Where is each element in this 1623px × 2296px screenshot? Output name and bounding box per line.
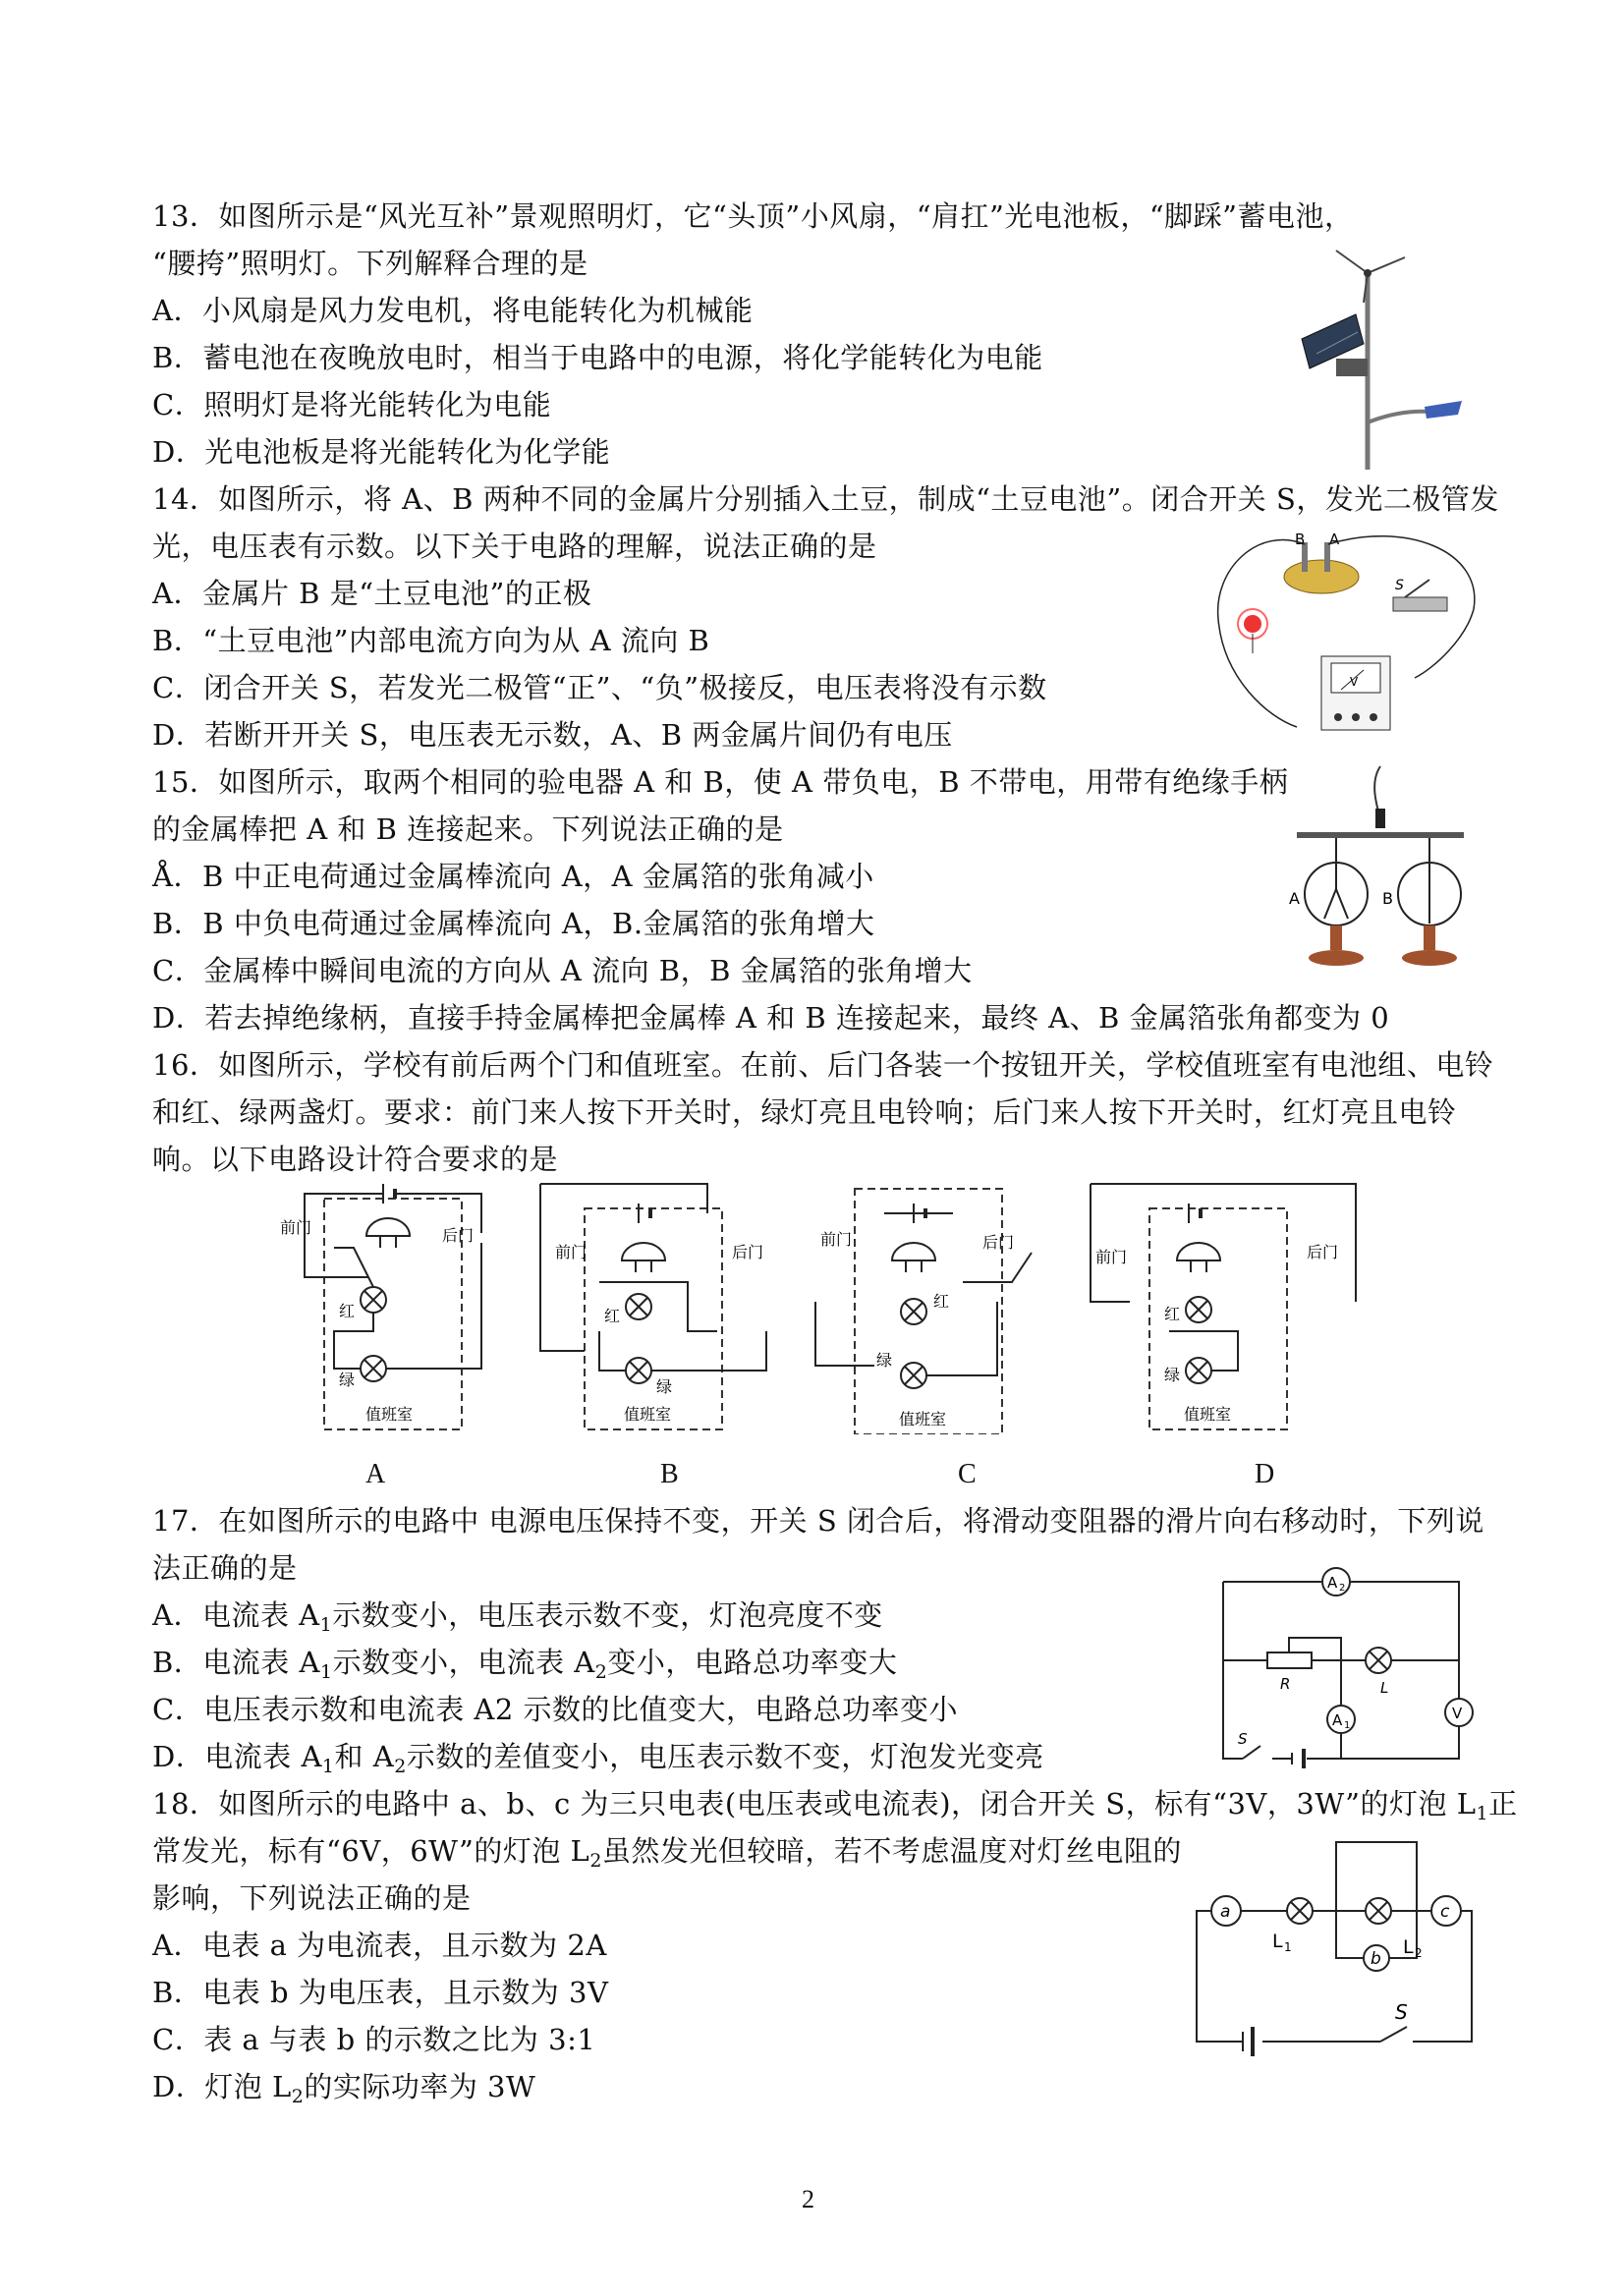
svg-text:后门: 后门	[732, 1243, 764, 1261]
potato-battery-figure	[1208, 531, 1483, 737]
svg-text:绿: 绿	[876, 1351, 893, 1370]
svg-text:2: 2	[1415, 1946, 1423, 1960]
svg-text:V: V	[1350, 675, 1359, 689]
q18-stem-line1: 18．如图所示的电路中 a、b、c 为三只电表(电压表或电流表)，闭合开关 S，标有“3V，3W”的灯泡 $L_1$正	[152, 1787, 1518, 1824]
q14-option-a: A．金属片 B 是“土豆电池”的正极	[152, 577, 592, 610]
svg-text:A: A	[1332, 1711, 1343, 1729]
svg-text:绿: 绿	[339, 1371, 356, 1389]
q15-option-c: C．金属棒中瞬间电流的方向从 A 流向 B，B 金属箔的张角增大	[152, 954, 973, 987]
svg-text:L: L	[1272, 1931, 1283, 1952]
svg-text:b: b	[1371, 1949, 1381, 1969]
q16-circuit-options	[265, 1179, 1385, 1434]
svg-text:1: 1	[1344, 1720, 1351, 1731]
svg-text:前门: 前门	[1095, 1248, 1128, 1266]
svg-text:后门: 后门	[982, 1233, 1015, 1252]
svg-text:值班室: 值班室	[365, 1405, 414, 1424]
q13-option-d: D．光电池板是将光能转化为化学能	[152, 435, 611, 469]
svg-text:S: S	[1395, 578, 1404, 593]
q18-stem-line3: 影响，下列说法正确的是	[152, 1881, 472, 1915]
circuit-option-a	[280, 1184, 481, 1429]
svg-text:c: c	[1440, 1902, 1450, 1922]
svg-text:A: A	[1289, 889, 1300, 908]
q17-option-d: D．电流表 $A_1$和 $A_2$示数的差值变小，电压表示数不变，灯泡发光变亮	[152, 1740, 1044, 1777]
svg-text:绿: 绿	[656, 1377, 673, 1396]
q18-option-a: A．电表 a 为电流表，且示数为 2A	[152, 1929, 607, 1962]
q14-option-c: C．闭合开关 S，若发光二极管“正”、“负”极接反，电压表将没有示数	[152, 671, 1047, 704]
svg-text:B: B	[1295, 531, 1306, 548]
page-number: 2	[802, 2185, 814, 2213]
svg-text:绿: 绿	[1164, 1366, 1181, 1384]
electroscope-figure	[1277, 761, 1483, 982]
svg-text:值班室: 值班室	[624, 1405, 672, 1424]
q15-stem-line2: 的金属棒把 A 和 B 连接起来。下列说法正确的是	[152, 812, 784, 846]
q13-stem-line1: 13．如图所示是“风光互补”景观照明灯，它“头顶”小风扇，“肩扛”光电池板，“脚踩”蓄电池，	[152, 199, 1354, 233]
q18-option-c: C．表 a 与表 b 的示数之比为 3:1	[152, 2023, 596, 2056]
svg-text:L: L	[1403, 1936, 1414, 1958]
svg-text:值班室: 值班室	[899, 1410, 947, 1428]
q15-option-a: Å．B 中正电荷通过金属棒流向 A，A 金属箔的张角减小	[152, 860, 874, 893]
q17-circuit-figure	[1213, 1567, 1479, 1768]
svg-text:红: 红	[339, 1302, 356, 1320]
q17-option-a: A．电流表 $A_1$示数变小，电压表示数不变，灯泡亮度不变	[152, 1598, 883, 1636]
q15-option-b: B．B 中负电荷通过金属棒流向 A，B.金属箔的张角增大	[152, 907, 875, 940]
q13-option-b: B．蓄电池在夜晚放电时，相当于电路中的电源，将化学能转化为电能	[152, 341, 1043, 374]
q14-stem-line1: 14．如图所示，将 A、B 两种不同的金属片分别插入土豆，制成“土豆电池”。闭合开关 S，发光二极管发	[152, 482, 1499, 516]
q17-option-b: B．电流表 $A_1$示数变小，电流表 $A_2$变小，电路总功率变大	[152, 1646, 898, 1683]
q16-stem-line2: 和红、绿两盏灯。要求：前门来人按下开关时，绿灯亮且电铃响；后门来人按下开关时，红灯亮且电铃	[152, 1095, 1457, 1129]
svg-text:值班室: 值班室	[1184, 1405, 1232, 1424]
q14-option-d: D．若断开开关 S，电压表无示数，A、B 两金属片间仍有电压	[152, 718, 953, 752]
svg-text:前门: 前门	[555, 1243, 588, 1261]
circuit-option-d	[1091, 1184, 1356, 1429]
q14-option-b: B．“土豆电池”内部电流方向为从 A 流向 B	[152, 624, 710, 657]
q13-option-a: A．小风扇是风力发电机，将电能转化为机械能	[152, 294, 754, 327]
svg-text:红: 红	[1164, 1305, 1181, 1323]
svg-text:A: A	[1329, 531, 1340, 548]
svg-text:S: S	[1238, 1730, 1248, 1748]
q18-stem-line2: 常发光，标有“6V，6W”的灯泡 $L_2$虽然发光但较暗，若不考虑温度对灯丝电阻的	[152, 1834, 1182, 1872]
q18-option-d: D．灯泡 $L_2$的实际功率为 3W	[152, 2070, 536, 2107]
svg-text:1: 1	[1284, 1940, 1292, 1954]
svg-text:2: 2	[1339, 1583, 1346, 1594]
svg-text:R: R	[1280, 1675, 1291, 1693]
svg-text:A: A	[1327, 1574, 1338, 1592]
q16-stem-line3: 响。以下电路设计符合要求的是	[152, 1143, 559, 1176]
q16-label-d: D	[1255, 1459, 1275, 1489]
q15-option-d: D．若去掉绝缘柄，直接手持金属棒把金属棒 A 和 B 连接起来，最终 A、B 金属箔张角都变为 0	[152, 1001, 1390, 1035]
svg-text:后门: 后门	[442, 1226, 475, 1245]
q17-stem-line2: 法正确的是	[152, 1551, 298, 1585]
svg-text:L: L	[1380, 1679, 1389, 1697]
q18-circuit-figure	[1189, 1837, 1483, 2068]
q16-stem-line1: 16．如图所示，学校有前后两个门和值班室。在前、后门各装一个按钮开关，学校值班室有电池组、电铃	[152, 1048, 1494, 1082]
svg-text:S: S	[1395, 2000, 1408, 2024]
q17-option-c: C．电压表示数和电流表 A2 示数的比值变大，电路总功率变小	[152, 1693, 959, 1726]
streetlight-figure	[1297, 246, 1474, 472]
q16-label-c: C	[958, 1459, 977, 1489]
svg-text:V: V	[1452, 1705, 1463, 1722]
circuit-option-c	[815, 1189, 1032, 1434]
svg-text:a: a	[1220, 1902, 1231, 1922]
svg-text:红: 红	[604, 1307, 621, 1325]
q13-option-c: C．照明灯是将光能转化为电能	[152, 388, 552, 421]
q16-label-a: A	[365, 1459, 386, 1489]
svg-text:B: B	[1382, 889, 1393, 908]
circuit-option-b	[540, 1184, 766, 1429]
q18-option-b: B．电表 b 为电压表，且示数为 3V	[152, 1976, 609, 2009]
q16-label-b: B	[660, 1459, 679, 1489]
svg-text:前门: 前门	[820, 1230, 853, 1249]
q15-stem-line1: 15．如图所示，取两个相同的验电器 A 和 B，使 A 带负电，B 不带电，用带有绝缘手柄	[152, 765, 1289, 799]
svg-text:红: 红	[933, 1292, 950, 1311]
q17-stem-line1: 17．在如图所示的电路中 电源电压保持不变，开关 S 闭合后，将滑动变阻器的滑片向右移动时，下列说	[152, 1504, 1484, 1538]
svg-text:前门: 前门	[280, 1218, 312, 1237]
svg-text:后门: 后门	[1307, 1243, 1339, 1261]
q14-stem-line2: 光，电压表有示数。以下关于电路的理解，说法正确的是	[152, 530, 877, 563]
q13-stem-line2: “腰挎”照明灯。下列解释合理的是	[152, 247, 588, 280]
